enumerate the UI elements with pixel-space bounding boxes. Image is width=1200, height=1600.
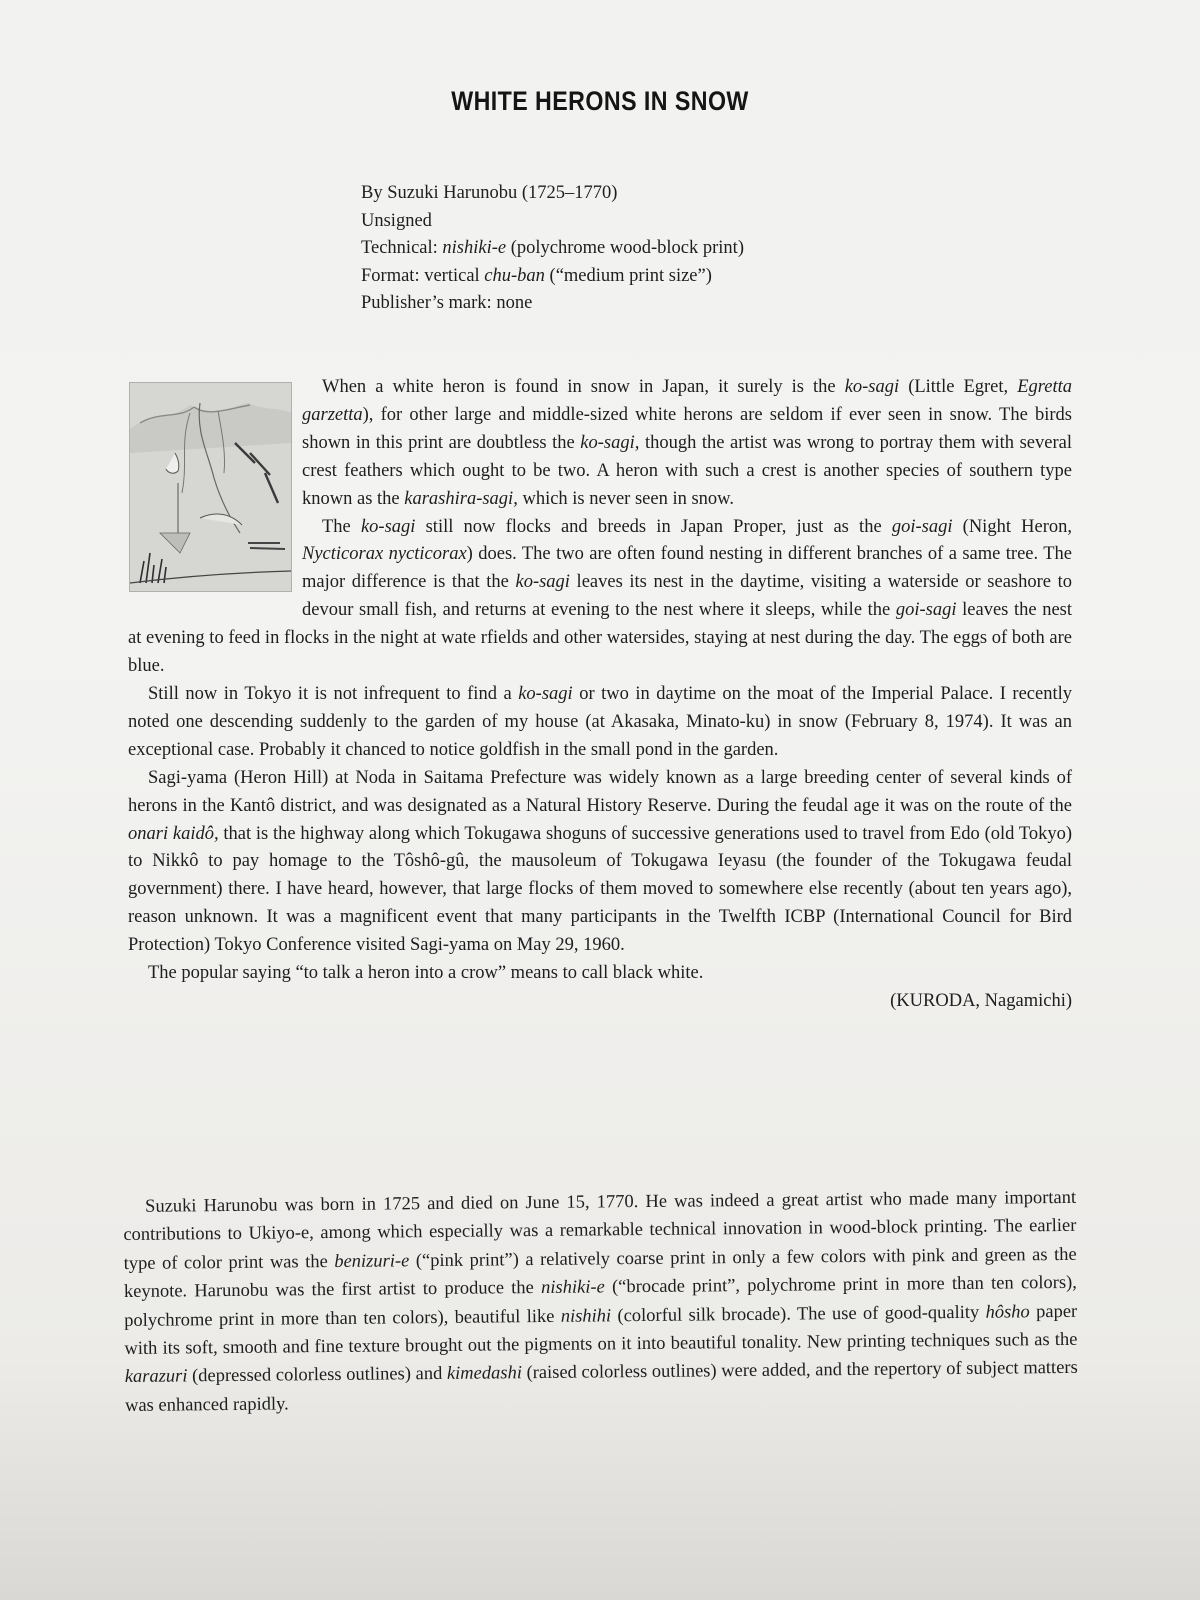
article-paragraph-4 bbox=[128, 765, 1072, 960]
italic-term: ko-sagi, bbox=[580, 432, 640, 453]
text-run: ) does. The two are often found nesting in different branches of a same tree. The major difference is that the bbox=[302, 544, 1072, 593]
technical-term: nishiki-e bbox=[442, 238, 507, 258]
text-run: ), for other large and middle-sized white herons are seldom if ever seen in snow. The birds shown in this print are doubtless the bbox=[302, 404, 1072, 453]
text-run: which is never seen in snow. bbox=[517, 488, 734, 509]
page-title: WHITE HERONS IN SNOW bbox=[451, 86, 749, 116]
italic-term: ko-sagi bbox=[844, 377, 900, 397]
technical-line bbox=[361, 235, 744, 263]
article-paragraph-5 bbox=[128, 960, 1072, 988]
text-run: that is the highway along which Tokugawa shoguns of successive generations used to travel from Edo (old Tokyo) to Nikkô to pay homage to the Tôshô-gû, the mausoleum of Tokugawa Ieyasu (the founder of the Tokugawa feudal government) there. I have heard, however, that large flocks of them moved to somewhere else recently (about ten years ago), reason unknown. It was a magnificent event that many participants in the Twelfth ICBP (International Council for Bird Protection) Tokyo Conference visited Sagi-yama on May 29, 1960. bbox=[128, 823, 1072, 956]
author-line: By Suzuki Harunobu (1725–1770) bbox=[361, 183, 618, 203]
text-run: The bbox=[322, 516, 361, 537]
italic-term: ko-sagi bbox=[518, 683, 573, 704]
text-run: (“brocade print”, polychrome print in more than ten colors), polychrome print in more than ten colors), beautiful like bbox=[124, 1273, 1077, 1331]
format-label: Format: vertical bbox=[361, 265, 485, 286]
biography-paragraph bbox=[123, 1184, 1078, 1420]
italic-term: karashira-sagi, bbox=[404, 488, 518, 509]
format-term: chu-ban bbox=[484, 265, 545, 286]
italic-term: hôsho bbox=[985, 1301, 1030, 1323]
biography-section bbox=[123, 1184, 1078, 1420]
text-run: When a white heron is found in snow in Japan, it surely is the bbox=[322, 377, 845, 397]
text-run: The popular saying “to talk a heron into a crow” means to call black white. bbox=[148, 963, 704, 984]
text-run: leaves its nest in the daytime, visiting a waterside or seashore to devour small fish, and returns at evening to the nest where it sleeps, while the bbox=[302, 572, 1072, 621]
italic-term: onari kaidô, bbox=[128, 823, 219, 844]
italic-term: goi-sagi bbox=[891, 516, 953, 537]
italic-term: goi-sagi bbox=[895, 600, 957, 621]
author-signature: (KURODA, Nagamichi) bbox=[890, 990, 1072, 1011]
technical-rest: (polychrome wood-block print) bbox=[506, 238, 744, 258]
text-run: still now flocks and breeds in Japan Proper, just as the bbox=[415, 516, 892, 537]
technical-label: Technical: bbox=[361, 238, 443, 258]
signature-status: Unsigned bbox=[361, 210, 432, 231]
illustration-wrap-space bbox=[128, 374, 302, 602]
text-run: though the artist was wrong to portray them with several crest feathers which ought to be two. A heron with such a crest is another species of southern type known as the bbox=[302, 432, 1072, 509]
italic-term: nishihi bbox=[560, 1305, 612, 1327]
italic-term: Egretta garzetta bbox=[302, 377, 1073, 425]
text-run: or two in daytime on the moat of the Imperial Palace. I recently noted one descending suddenly to the garden of my house (at Akasaka, Minato-ku) in snow (February 8, 1974). It was an exceptional case. Probably it chanced to notice goldfish in the small pond in the garden. bbox=[128, 683, 1072, 760]
article-body bbox=[128, 374, 1072, 1016]
text-run: (Night Heron, bbox=[952, 516, 1072, 537]
italic-term: benizuri-e bbox=[334, 1251, 410, 1272]
article-paragraph-3 bbox=[128, 681, 1072, 765]
text-run: (raised colorless outlines) were added, and the repertory of subject matters was enhanced rapidly. bbox=[124, 1358, 1078, 1416]
text-run: Still now in Tokyo it is not infrequent to find a bbox=[148, 683, 519, 704]
format-rest: (“medium print size”) bbox=[544, 265, 712, 286]
italic-term: ko-sagi bbox=[515, 572, 570, 593]
text-run: leaves the nest at evening to feed in flocks in the night at wate rfields and other watersides, staying at nest during the day. The eggs of both are blue. bbox=[128, 600, 1072, 677]
text-run: (“pink print”) a relatively coarse print in only a few colors with pink and green as the keynote. Harunobu was the first artist to produce the bbox=[123, 1244, 1077, 1303]
italic-term: nishiki-e bbox=[541, 1277, 605, 1299]
print-metadata bbox=[361, 180, 744, 318]
text-run: (depressed colorless outlines) and bbox=[187, 1364, 448, 1387]
italic-term: ko-sagi bbox=[360, 516, 416, 537]
italic-term: kimedashi bbox=[446, 1363, 523, 1385]
format-line bbox=[361, 263, 744, 291]
italic-term: karazuri bbox=[124, 1366, 188, 1388]
text-run: (colorful silk brocade). The use of good-quality bbox=[611, 1302, 986, 1326]
italic-term: Nycticorax nycticorax bbox=[302, 544, 467, 565]
text-run: paper with its soft, smooth and fine texture brought out the pigments on it into beautiful tonality. New printing techniques such as the bbox=[124, 1301, 1078, 1360]
text-run: Sagi-yama (Heron Hill) at Noda in Saitama Prefecture was widely known as a large breeding center of several kinds of herons in the Kantô district, and was designated as a Natural History Reserve. During the feudal age it was on the route of the bbox=[128, 767, 1072, 816]
publisher-line: Publisher’s mark: none bbox=[361, 293, 533, 313]
text-run: (Little Egret, bbox=[899, 377, 1018, 397]
text-run: Suzuki Harunobu was born in 1725 and died on June 15, 1770. He was indeed a great artist who made many important contributions to Ukiyo-e, among which especially was a remarkable technical innovation in wood-block printing. The earlier type of color print was the bbox=[123, 1187, 1077, 1274]
